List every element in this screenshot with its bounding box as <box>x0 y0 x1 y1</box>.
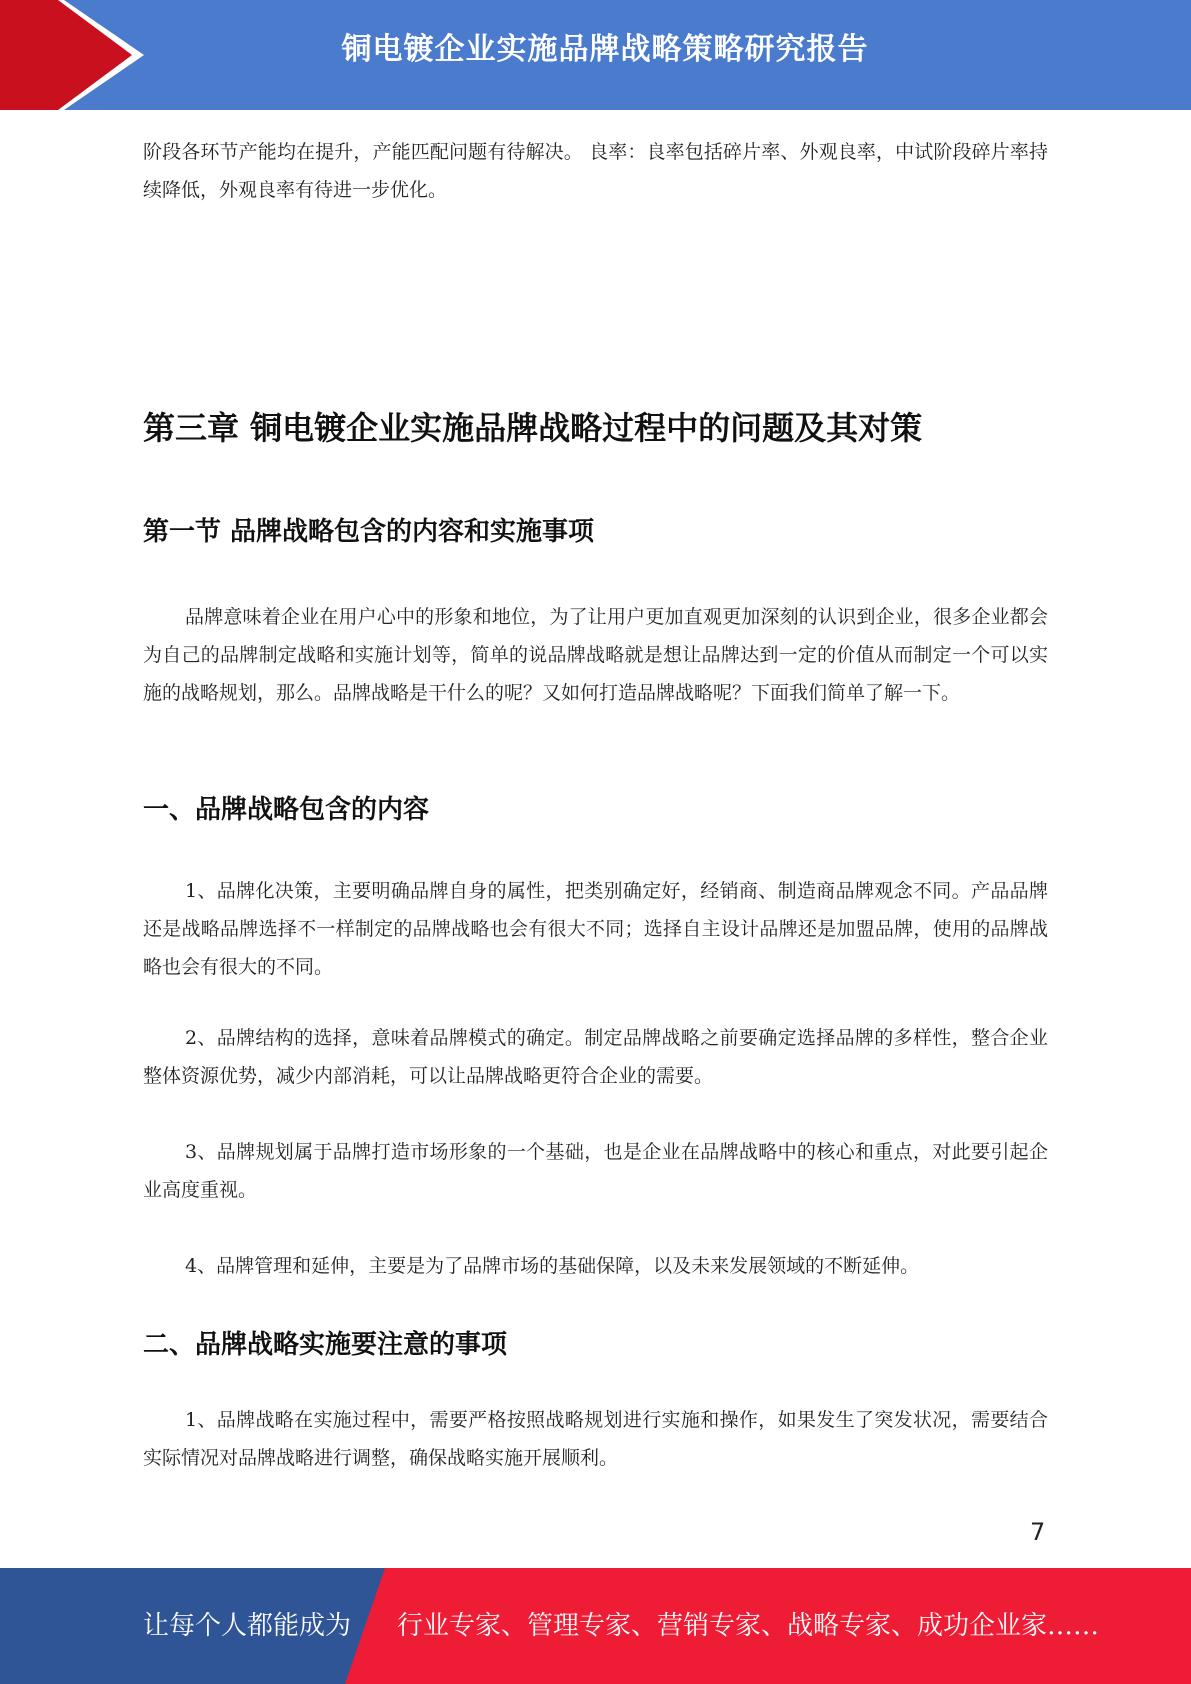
part2-item-1 <box>143 1401 1048 1477</box>
part1-item-3 <box>143 1133 1048 1209</box>
part1-item-4 <box>143 1247 1048 1285</box>
footer-slogan-left: 让每个人都能成为 <box>143 1611 352 1641</box>
footer-slogan-right: 行业专家、管理专家、营销专家、战略专家、成功企业家…… <box>397 1611 1100 1641</box>
intro-block <box>143 133 1048 209</box>
list-item: 2、品牌结构的选择，意味着品牌模式的确定。制定品牌战略之前要确定选择品牌的多样性，整合企业整体资源优势，减少内部消耗，可以让品牌战略更符合企业的需要。 <box>143 1027 1048 1087</box>
section-title: 第一节 品牌战略包含的内容和实施事项 <box>143 517 595 547</box>
list-item: 3、品牌规划属于品牌打造市场形象的一个基础，也是企业在品牌战略中的核心和重点，对此要引起企业高度重视。 <box>143 1141 1048 1201</box>
page-number: 7 <box>1030 1518 1046 1546</box>
section-paragraph: 品牌意味着企业在用户心中的形象和地位，为了让用户更加直观更加深刻的认识到企业，很多企业都会为自己的品牌制定战略和实施计划等，简单的说品牌战略就是想让品牌达到一定的价值从而制定一个可以实施的战略规划，那么。品牌战略是干什么的呢？又如何打造品牌战略呢？下面我们简单了解一下。 <box>143 606 1048 704</box>
list-item: 4、品牌管理和延伸，主要是为了品牌市场的基础保障，以及未来发展领域的不断延伸。 <box>185 1255 920 1277</box>
list-item: 1、品牌化决策，主要明确品牌自身的属性，把类别确定好，经销商、制造商品牌观念不同。产品品牌还是战略品牌选择不一样制定的品牌战略也会有很大不同；选择自主设计品牌还是加盟品牌，使用的品牌战略也会有很大的不同。 <box>143 880 1048 978</box>
part1-item-2 <box>143 1019 1048 1095</box>
section-block <box>143 598 1048 712</box>
header-title: 铜电镀企业实施品牌战略策略研究报告 <box>341 32 869 67</box>
chapter-title: 第三章 铜电镀企业实施品牌战略过程中的问题及其对策 <box>143 409 923 447</box>
intro-paragraph: 阶段各环节产能均在提升，产能匹配问题有待解决。 良率：良率包括碎片率、外观良率，中试阶段碎片率持续降低，外观良率有待进一步优化。 <box>143 141 1048 201</box>
part1-item-1 <box>143 872 1048 986</box>
list-item: 1、品牌战略在实施过程中，需要严格按照战略规划进行实施和操作，如果发生了突发状况，需要结合实际情况对品牌战略进行调整，确保战略实施开展顺利。 <box>143 1409 1048 1469</box>
page-header <box>0 0 1191 110</box>
part1-title: 一、品牌战略包含的内容 <box>143 795 430 825</box>
page-footer <box>0 1568 1191 1684</box>
part2-title: 二、品牌战略实施要注意的事项 <box>143 1330 508 1360</box>
